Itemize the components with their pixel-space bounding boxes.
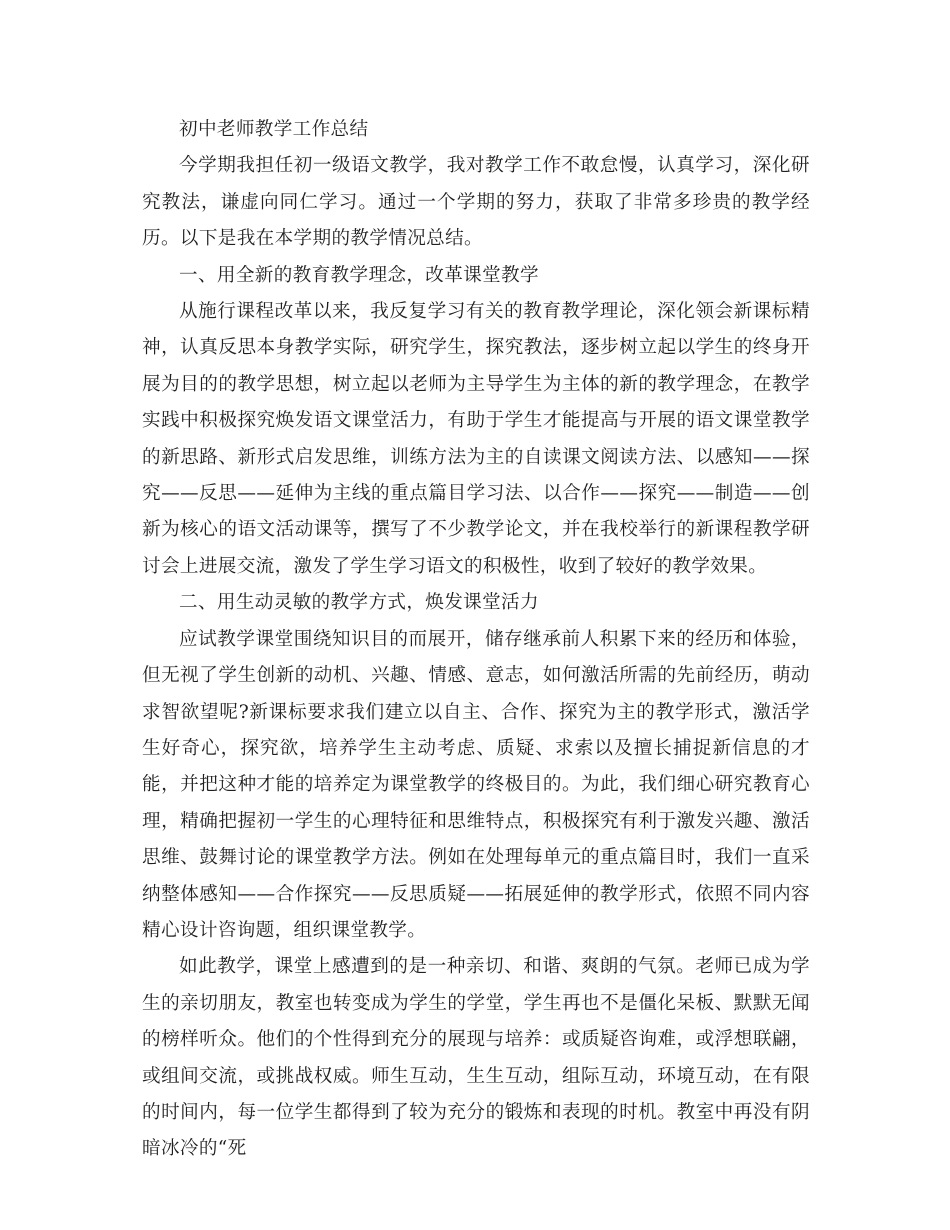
document-body <box>142 112 810 1168</box>
paragraph-intro: 今学期我担任初一级语文教学，我对教学工作不敢怠慢，认真学习，深化研究教法，谦虚向同仁学习。通过一个学期的努力，获取了非常多珍贵的教学经历。以下是我在本学期的教学情况总结。 <box>142 155 810 250</box>
document-title: 初中老师教学工作总结 <box>179 119 369 140</box>
paragraph-section-2a: 应试教学课堂围绕知识目的而展开，储存继承前人积累下来的经历和体验，但无视了学生创新的动机、兴趣、情感、意志，如何激活所需的先前经历，萌动求智欲望呢?新课标要求我们建立以自主、合作、探究为主的教学形式，激活学生好奇心，探究欲，培养学生主动考虑、质疑、求索以及擅长捕捉新信息的才能，并把这种才能的培养定为课堂教学的终极目的。为此，我们细心研究教育心理，精确把握初一学生的心理特征和思维特点，积极探究有利于激发兴趣、激活思维、鼓舞讨论的课堂教学方法。例如在处理每单元的重点篇目时，我们一直采纳整体感知——合作探究——反思质疑——拓展延伸的教学形式，依照不同内容精心设计咨询题，组织课堂教学。 <box>142 628 810 941</box>
paragraph-section-2b: 如此教学，课堂上感遭到的是一种亲切、和谐、爽朗的气氛。老师已成为学生的亲切朋友，教室也转变成为学生的学堂，学生再也不是僵化呆板、默默无闻的榜样听众。他们的个性得到充分的展现与培养：或质疑咨询难，或浮想联翩，或组间交流，或挑战权威。师生互动，生生互动，组际互动，环境互动，在有限的时间内，每一位学生都得到了较为充分的锻炼和表现的时机。教室中再没有阴暗冰冷的“死 <box>142 956 810 1160</box>
paragraph-section-1: 从施行课程改革以来，我反复学习有关的教育教学理论，深化领会新课标精神，认真反思本身教学实际，研究学生，探究教法，逐步树立起以学生的终身开展为目的的教学思想，树立起以老师为主导学生为主体的新的教学理念，在教学实践中积极探究焕发语文课堂活力，有助于学生才能提高与开展的语文课堂教学的新思路、新形式启发思维，训练方法为主的自读课文阅读方法、以感知——探究——反思——延伸为主线的重点篇目学习法、以合作——探究——制造——创新为核心的语文活动课等，撰写了不少教学论文，并在我校举行的新课程教学研讨会上进展交流，激发了学生学习语文的积极性，收到了较好的教学效果。 <box>142 301 810 577</box>
section-heading-2: 二、用生动灵敏的教学方式，焕发课堂活力 <box>179 592 539 614</box>
section-heading-1: 一、用全新的教育教学理念，改革课堂教学 <box>179 264 539 286</box>
